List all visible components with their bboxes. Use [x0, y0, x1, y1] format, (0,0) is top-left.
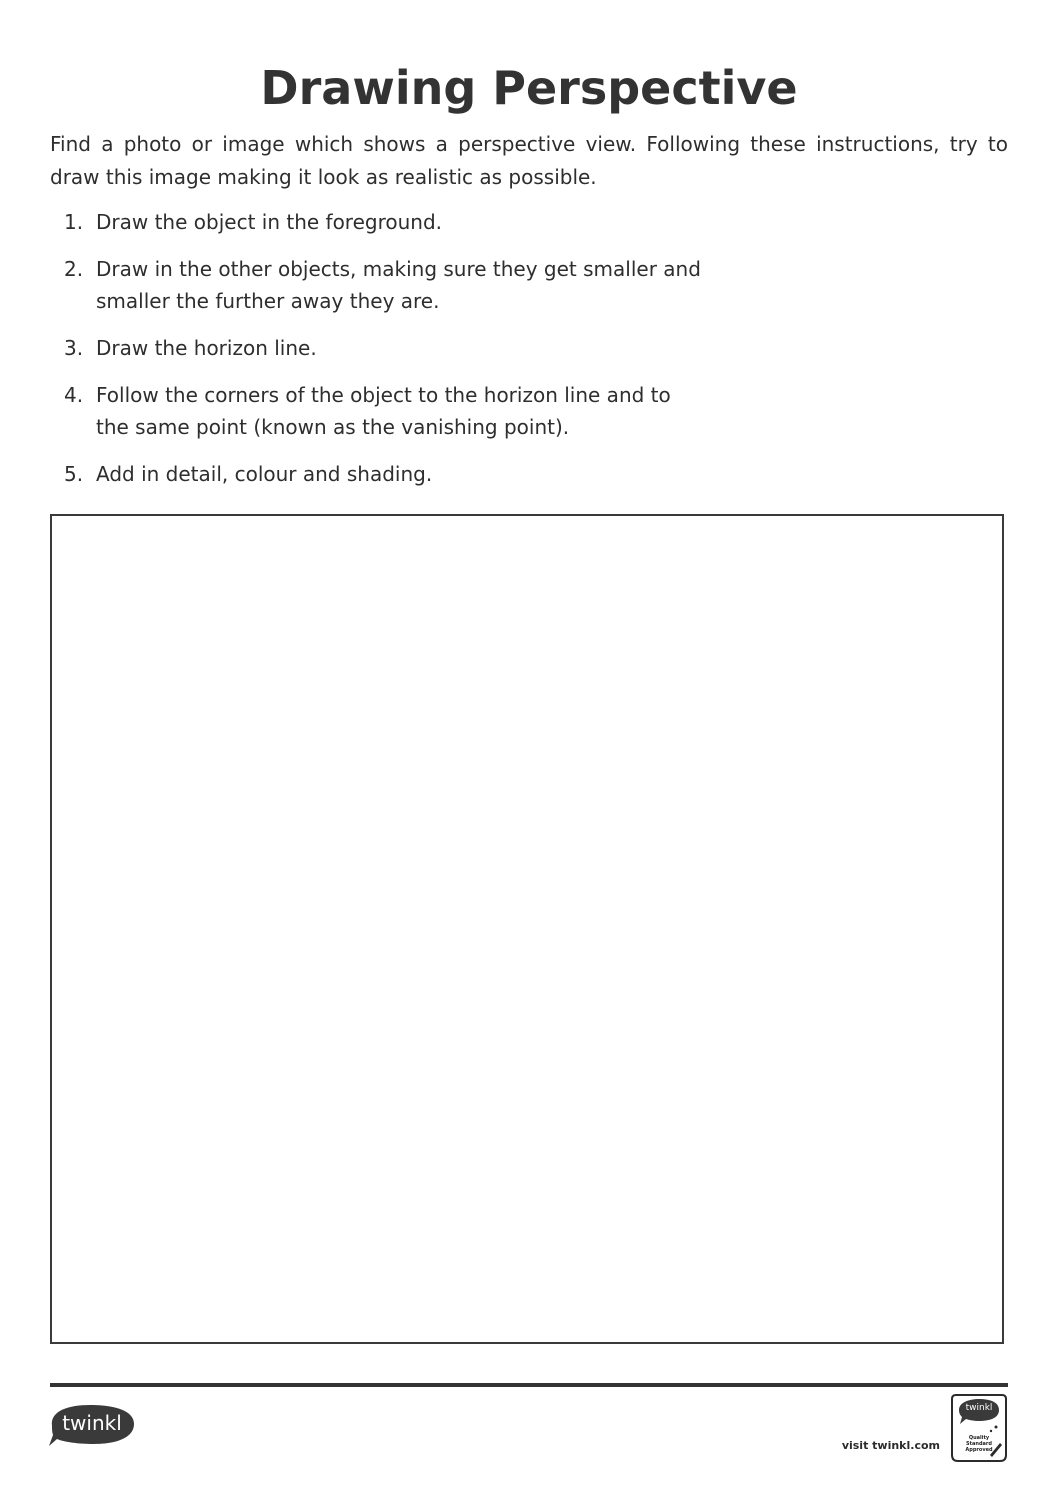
twinkl-logo[interactable]	[48, 1400, 136, 1448]
instruction-list	[50, 206, 730, 505]
step-number: 3.	[64, 336, 84, 360]
footer-divider	[50, 1383, 1008, 1387]
step-text: Draw the horizon line.	[96, 336, 317, 360]
badge-brand: twinkl	[965, 1403, 993, 1413]
step-text: Follow the corners of the object to the horizon line and to the same point (known as the vanishing point).	[96, 383, 671, 439]
step-number: 1.	[64, 210, 84, 234]
step-text: Draw the object in the foreground.	[96, 210, 443, 234]
drawing-area[interactable]	[50, 514, 1004, 1344]
badge-caption: Quality Standard Approved	[965, 1435, 993, 1453]
step-number: 2.	[64, 257, 84, 281]
visit-link[interactable]: visit twinkl.com	[841, 1439, 940, 1452]
logo-text: twinkl	[62, 1411, 122, 1435]
list-item	[50, 253, 730, 317]
list-item	[50, 458, 730, 490]
step-text: Add in detail, colour and shading.	[96, 462, 433, 486]
list-item	[50, 332, 730, 364]
intro-paragraph: Find a photo or image which shows a perspective view. Following these instructions, try to draw this image making it look as realistic as possible.	[50, 132, 1008, 189]
step-number: 5.	[64, 462, 84, 486]
list-item	[50, 379, 730, 443]
step-number: 4.	[64, 383, 84, 407]
list-item	[50, 206, 730, 238]
quality-badge	[950, 1393, 1008, 1463]
step-text: Draw in the other objects, making sure they get smaller and smaller the further away they are.	[96, 257, 701, 313]
page-title: Drawing Perspective	[260, 61, 798, 115]
